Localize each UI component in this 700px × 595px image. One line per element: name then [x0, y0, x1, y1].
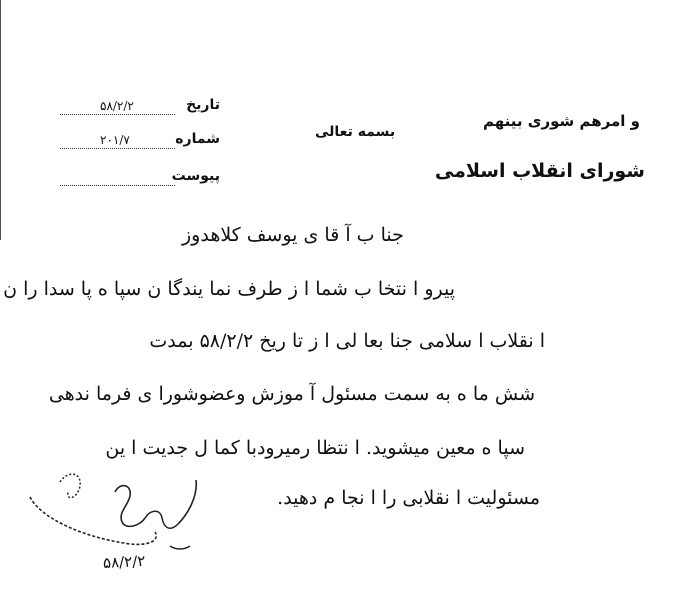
body-line-1: پیرو ا نتخا ب شما ا ز طرف نما یندگا ن سپا ه پا سدا را ن	[3, 278, 455, 300]
attachment-field	[60, 168, 220, 190]
date-value: ۵۸/۲/۲	[100, 99, 134, 113]
page-edge-rule	[0, 0, 1, 240]
body-line-5: مسئولیت ا نقلابی را ا نجا م دهید.	[277, 487, 540, 509]
number-label: شماره	[175, 131, 220, 147]
attachment-label: پیوست	[171, 168, 220, 184]
attachment-dotted-line	[60, 185, 175, 186]
invocation-heading: بسمه تعالی	[315, 124, 396, 140]
number-field	[60, 131, 220, 153]
date-dotted-line	[60, 114, 175, 115]
date-field	[60, 97, 220, 119]
council-name: شورای انقلاب اسلامی	[434, 160, 645, 182]
body-line-3: شش ما ه به سمت مسئول آ موزش وعضوشورا ی فرما ندهی	[48, 383, 535, 405]
date-label: تاریخ	[186, 97, 220, 113]
body-line-2: ا نقلاب ا سلامی جنا بعا لی ا ز تا ریخ ۵۸/۲/۲ بمدت	[149, 330, 545, 352]
signature-date: ۵۸/۲/۲	[102, 551, 146, 573]
number-value: ۲۰۱/۷	[100, 133, 130, 147]
authority-verse: و امرهم شوری بینهم	[483, 112, 640, 130]
salutation: جنا ب آ قا ی یوسف کلاهدوز	[182, 224, 404, 246]
body-line-4: سپا ه معین میشوید. ا نتظا رمیرودبا کما ل جدیت ا ین	[105, 437, 525, 459]
number-dotted-line	[60, 148, 175, 149]
